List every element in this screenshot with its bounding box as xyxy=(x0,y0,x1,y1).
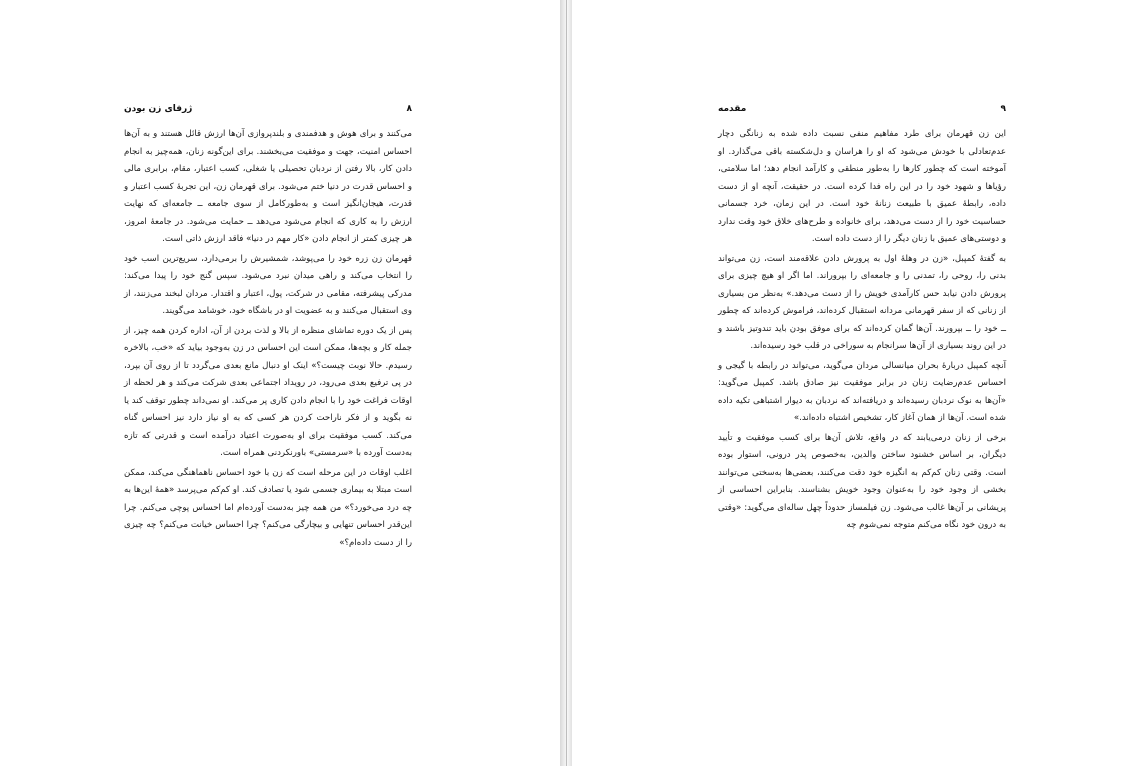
right-running-head xyxy=(718,104,1006,118)
paragraph: برخی از زنان درمی‌یابند که در واقع، تلاش آن‌ها برای کسب موفقیت و تأیید دیگران، بر اساس خشنود ساختن والدین، به‌خصوص پدر درونی، استوار بوده است. وقتی زنان کم‌کم به انگیزه خود دقت می‌کنند، بعضی‌ها به‌سختی می‌توانند بخشی از وجود خود را به‌عنوان وجود خویش بشناسند. بنابراین احساسی از پریشانی بر آن‌ها غالب می‌شود. زن فیلمساز حدوداً چهل ساله‌ای می‌گوید: «وقتی به درون خود نگاه می‌کنم متوجه نمی‌شوم چه xyxy=(718,432,1006,530)
left-text-block xyxy=(124,126,412,554)
paragraph: قهرمان زن زره خود را می‌پوشد، شمشیرش را برمی‌دارد، سریع‌ترین اسب خود را انتخاب می‌کند و راهی میدان نبرد می‌شود. سپس گنج خود را پیدا می‌کند: مدرکی پیشرفته، مقامی در شرکت، پول، اعتبار و اقتدار. مردان لبخند می‌زنند، از وی استقبال می‌کنند و به عضویت او در باشگاه خود، خوشامد می‌گویند. xyxy=(124,253,412,316)
right-running-title: مقدمه xyxy=(718,104,747,114)
paragraph: به گفتهٔ کمپبل، «زن در وهلهٔ اول به پرورش دادن علاقه‌مند است، زن می‌تواند بدنی را، روحی را، تمدنی را و جامعه‌ای را بپروراند. اما اگر او هیچ چیزی برای پرورش دادن نیابد حس کارآمدی خویش را از دست می‌دهد.» به‌نظر من بسیاری از زنانی که از سفر قهرمانی مردانه استقبال کرده‌اند، فراموش کرده‌اند که چطور ــ خود را ــ بپرورند. آن‌ها گمان کرده‌اند که برای موفق بودن باید تندوتیز باشند و در این روند بسیاری از آن‌ها سرانجام به سوراخی در قلب خود رسیده‌اند. xyxy=(718,253,1006,351)
paragraph: می‌کنند و برای هوش و هدفمندی و بلندپروازی آن‌ها ارزش قائل هستند و به آن‌ها احساس امنیت، جهت و موفقیت می‌بخشند. برای این‌گونه زنان، همه‌چیز به انجام دادن کار، بالا رفتن از نردبان تحصیلی یا شغلی، کسب اعتبار، مقام، برابری مالی و احساس قدرت در دنیا ختم می‌شود. برای قهرمان زن، این تجربهٔ کسب اعتبار و قدرت، هیجان‌انگیز است و به‌طورکامل از سوی جامعه ــ جامعه‌ای که نهایت ارزش را به کاری که انجام می‌شود می‌دهد ــ حمایت می‌شود. در جامعهٔ امروز، هر چیزی کمتر از انجام دادن «کار مهم در دنیا» فاقد ارزش ذاتی است. xyxy=(124,129,412,244)
paragraph: آنچه کمپبل دربارهٔ بحران میانسالی مردان می‌گوید، می‌تواند در رابطه با گیجی و احساس عدم‌رضایت زنان در برابر موفقیت نیز صادق باشد. کمپبل می‌گوید: «آن‌ها به نوک نردبان رسیده‌اند و دریافته‌اند که نردبان به دیوار اشتباهی تکیه داده شده است. آن‌ها از همان آغاز کار، تشخیص اشتباه داده‌اند.» xyxy=(718,360,1006,423)
paragraph: این زن قهرمان برای طرد مفاهیم منفی نسبت داده شده به زنانگی دچار عدم‌تعادلی با خودش می‌شود که او را هراسان و دل‌شکسته باقی می‌گذارد. او آموخته است که چطور کارها را به‌طور منطقی و کارآمد انجام دهد؛ اما سلامتی، رؤیاها و شهود خود را در این راه فدا کرده است. در حقیقت، آنچه او از دست داده، رابطهٔ عمیق با طبیعت زنانهٔ خود است. در این زمان، خرد جسمانی حساسیت خود را از دست می‌دهد، برای خانواده و طرح‌های خلاق خود وقت ندارد و دوستی‌های عمیق با زنان دیگر را از دست داده است. xyxy=(718,129,1006,244)
right-page xyxy=(572,0,1143,766)
left-page-number: ۸ xyxy=(406,104,412,114)
gutter-fold-line xyxy=(566,0,567,766)
paragraph: اغلب اوقات در این مرحله است که زن با خود احساس ناهماهنگی می‌کند، ممکن است مبتلا به بیماری جسمی شود یا تصادف کند. او کم‌کم می‌پرسد «همهٔ این‌ها به چه درد می‌خورد؟» من همه چیز به‌دست آورده‌ام اما احساس پوچی می‌کنم. چرا این‌قدر احساس تنهایی و بیچارگی می‌کنم؟ چرا احساس خیانت می‌کنم؟ چه چیزی را از دست داده‌ام؟» xyxy=(124,467,412,548)
left-running-head xyxy=(124,104,412,118)
paragraph: پس از یک دوره تماشای منظره از بالا و لذت بردن از آن، اداره کردن همه چیز، از جمله کار و بچه‌ها، ممکن است این احساس در زن به‌وجود بیاید که «خب، بالاخره رسیدم. حالا نوبت چیست؟» اینک او دنبال مانع بعدی می‌گردد تا از روی آن بپرد، در پی ترفیع بعدی می‌رود، در رویداد اجتماعی بعدی شرکت می‌کند و هر لحظه از اوقات فراغت خود را با انجام دادن کاری پر می‌کند. او نمی‌داند چطور توقف کند یا نه بگوید و از فکر ناراحت کردن هر کسی که به او نیاز دارد نیز احساس گناه می‌کند. کسب موفقیت برای او به‌صورت اعتیاد درآمده است و قدرتی که تازه به‌دست آورده با «سرمستی» باورنکردنی همراه است. xyxy=(124,325,412,458)
left-page xyxy=(0,0,560,766)
right-text-block xyxy=(718,126,1006,537)
left-running-title: ژرفای زن بودن xyxy=(124,104,193,114)
right-page-number: ۹ xyxy=(1000,104,1006,114)
